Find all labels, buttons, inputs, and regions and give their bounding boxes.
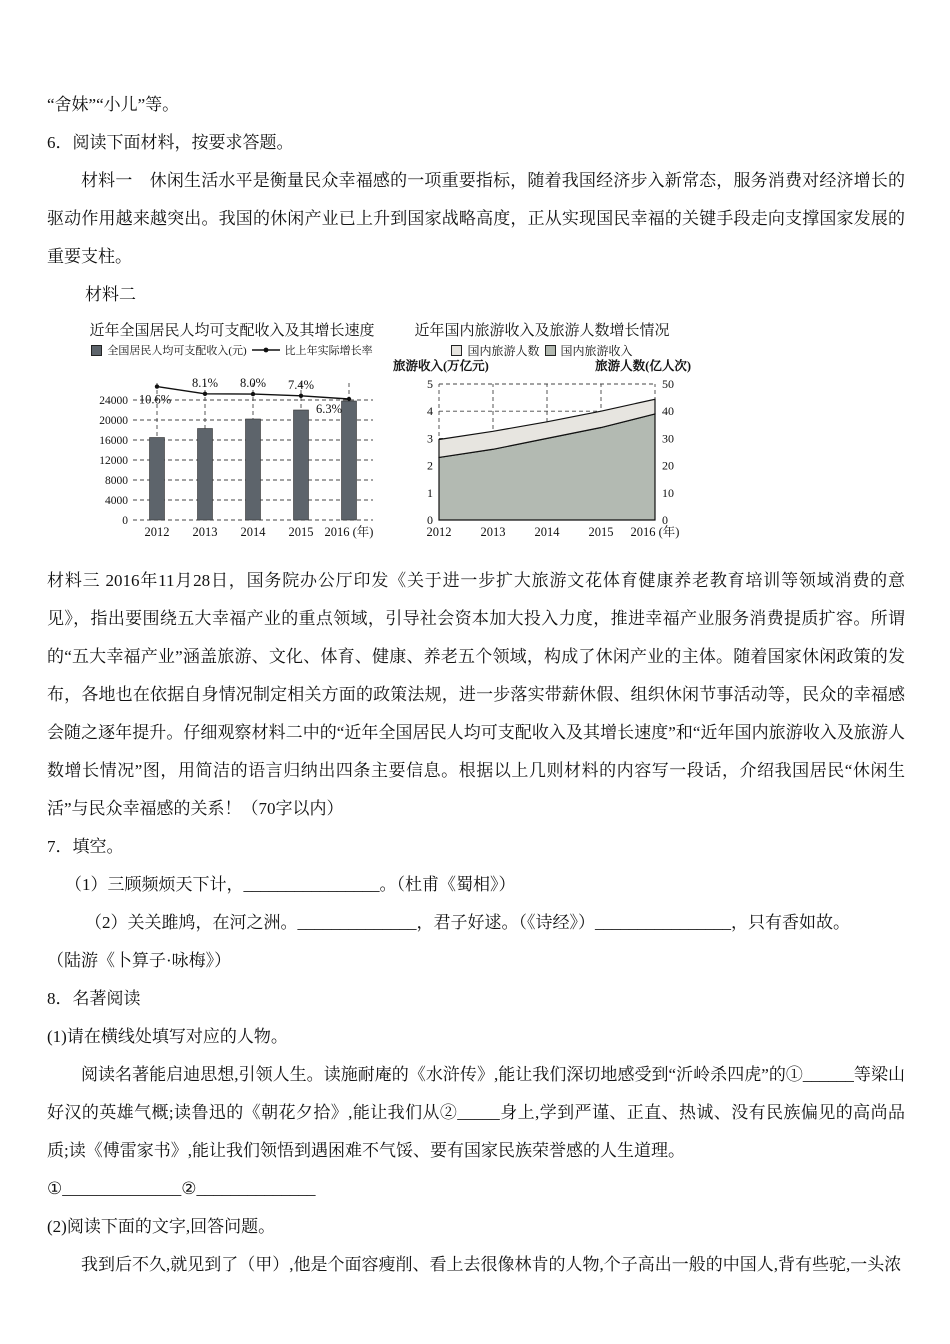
svg-text:2015: 2015: [288, 525, 314, 539]
svg-text:2015: 2015: [588, 525, 614, 539]
right-axis-title: 旅游人数(亿人次): [595, 359, 691, 373]
svg-text:30: 30: [662, 431, 674, 446]
svg-text:2013: 2013: [480, 525, 506, 539]
svg-text:8.1%: 8.1%: [191, 375, 219, 390]
svg-text:1: 1: [427, 485, 433, 500]
q7-title: 7．填空。: [47, 837, 124, 856]
svg-text:0: 0: [427, 513, 433, 527]
persons-legend-label: 国内旅游人数: [467, 343, 540, 358]
svg-text:4: 4: [427, 404, 433, 419]
svg-text:16000: 16000: [99, 435, 128, 447]
intro-line: “舍妹”“小儿”等。: [47, 95, 180, 114]
q8-sub2: (2)阅读下面的文字,回答问题。: [47, 1217, 276, 1236]
svg-text:10.6%: 10.6%: [138, 392, 172, 407]
q7-source: （陆游《卜算子·咏梅》）: [47, 951, 232, 970]
svg-text:50: 50: [662, 377, 674, 391]
income-growth-chart: [83, 320, 381, 552]
svg-text:2016 (年): 2016 (年): [630, 525, 680, 539]
area-dark-legend-swatch: [545, 345, 556, 356]
svg-text:10: 10: [662, 485, 674, 500]
line-legend-label: 比上年实际增长率: [284, 345, 373, 357]
q6-title: 6．阅读下面材料，按要求答题。: [47, 133, 294, 152]
chart-title: 近年国内旅游收入及旅游人数增长情况: [414, 323, 670, 339]
material2-label: 材料二: [85, 285, 136, 304]
q7-item2: （2）关关雎鸠，在河之洲。______________，君子好逑。（《诗经》）________________，只有香如故。: [85, 913, 850, 932]
svg-text:2014: 2014: [240, 525, 266, 539]
charts-row: [83, 320, 905, 552]
svg-text:4000: 4000: [105, 495, 128, 507]
svg-text:24000: 24000: [99, 395, 128, 407]
svg-text:2012: 2012: [144, 525, 170, 539]
svg-text:2012: 2012: [426, 525, 452, 539]
svg-text:2: 2: [427, 458, 433, 473]
material1-paragraph: 材料一 休闲生活水平是衡量民众幸福感的一项重要指标，随着我国经济步入新常态，服务消费对经济增长的驱动作用越来越突出。我国的休闲产业已上升到国家战略高度，正从实现国民幸福的关键手段走向支撑国家发展的重要支柱。: [47, 171, 905, 266]
q8-sub1: (1)请在横线处填写对应的人物。: [47, 1027, 288, 1046]
svg-text:0: 0: [122, 515, 128, 527]
q8-title: 8．名著阅读: [47, 989, 141, 1008]
area-light-legend-swatch: [451, 345, 462, 356]
chart-plot: [83, 358, 381, 552]
income-legend-label: 国内旅游收入: [560, 343, 633, 358]
q8-passage1: 阅读名著能启迪思想,引领人生。读施耐庵的《水浒传》,能让我们深切地感受到“沂岭杀四虎”的①______等梁山好汉的英雄气概;读鲁迅的《朝花夕拾》,能让我们从②_____身上,学到严谨、正直、热诚、没有民族偏见的高尚品质;读《傅雷家书》,能让我们领悟到遇困难不气馁、要有国家民族荣誉感的人生道理。: [47, 1065, 905, 1160]
q8-blank-lines: ①______________②______________: [47, 1179, 316, 1198]
tourism-growth-chart: [393, 320, 691, 552]
svg-text:0: 0: [662, 513, 668, 527]
svg-text:20000: 20000: [99, 415, 128, 427]
svg-text:2014: 2014: [534, 525, 560, 539]
bar-legend-swatch: [91, 345, 102, 356]
svg-text:6.3%: 6.3%: [315, 402, 343, 416]
chart-plot: [393, 374, 691, 552]
svg-text:2013: 2013: [192, 525, 218, 539]
svg-text:20: 20: [662, 458, 674, 473]
svg-text:5: 5: [427, 377, 433, 391]
bar-legend-label: 全国居民人均可支配收入(元): [107, 345, 247, 357]
svg-text:40: 40: [662, 404, 674, 419]
chart-legend: [83, 342, 381, 358]
q7-item1: （1）三顾频烦天下计，________________。（杜甫《蜀相》）: [65, 875, 516, 894]
q8-passage2: 我到后不久,就见到了（甲）,他是个面容瘦削、看上去很像林肯的人物,个子高出一般的中国人,背有些驼,一头浓: [81, 1255, 902, 1274]
svg-text:8.0%: 8.0%: [239, 376, 267, 391]
svg-text:8000: 8000: [105, 475, 128, 487]
chart-title: 近年全国居民人均可支配收入及其增长速度: [89, 323, 375, 339]
material3-paragraph: 材料三 2016年11月28日，国务院办公厅印发《关于进一步扩大旅游文花体育健康养老教育培训等领域消费的意见》，指出要围绕五大幸福产业的重点领域，引导社会资本加大投入力度，推进幸福产业服务消费提质扩容。所谓的“五大幸福产业”涵盖旅游、文化、体育、健康、养老五个领域，构成了休闲产业的主体。随着国家休闲政策的发布，各地也在依据自身情况制定相关方面的政策法规，进一步落实带薪休假、组织休闲节事活动等，民众的幸福感会随之逐年提升。仔细观察材料二中的“近年全国居民人均可支配收入及其增长速度”和“近年国内旅游收入及旅游人数增长情况”图，用简洁的语言归纳出四条主要信息。根据以上几则材料的内容写一段话，介绍我国居民“休闲生活”与民众幸福感的关系！（70字以内）: [47, 571, 905, 818]
line-marker-icon: [252, 345, 280, 355]
svg-text:12000: 12000: [99, 455, 128, 467]
svg-text:2016 (年): 2016 (年): [324, 525, 374, 539]
svg-text:7.4%: 7.4%: [287, 377, 315, 392]
chart-legend: [393, 342, 691, 358]
axis-title-row: [393, 358, 691, 374]
left-axis-title: 旅游收入(万亿元): [393, 359, 489, 373]
svg-text:3: 3: [427, 431, 433, 446]
